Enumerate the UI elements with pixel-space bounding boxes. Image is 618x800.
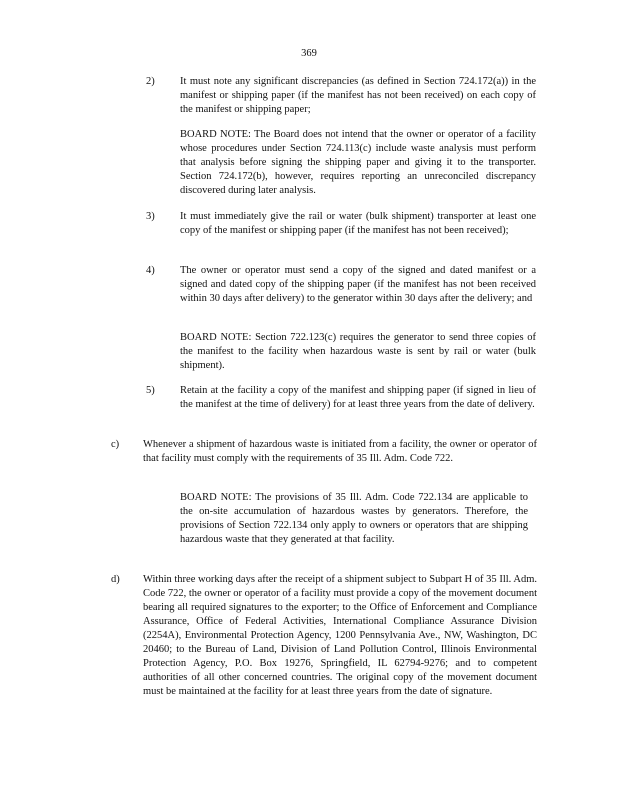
board-note-1: BOARD NOTE: The Board does not intend that the owner or operator of a facility whose procedures under Section 724.113(c) include waste analysis must perform that analysis before signing the shipping paper and giving it to the transporter. Section 724.172(b), however, requires reporting an unreconciled discrepancy discovered during later analysis. — [180, 129, 536, 196]
item-c-text: Whenever a shipment of hazardous waste is initiated from a facility, the owner or operator of that facility must comply with the requirements of 35 Ill. Adm. Code 722. — [143, 439, 537, 464]
page-number: 369 — [301, 48, 317, 59]
item-label-c: c) — [111, 439, 120, 450]
item-label-2: 2) — [146, 76, 155, 87]
board-note-3: BOARD NOTE: The provisions of 35 Ill. Adm. Code 722.134 are applicable to the on-site accumulation of hazardous wastes by generators. Therefore, the provisions of Section 722.134 only apply to owners or operators that are shipping hazardous waste that they generated at that facility. — [180, 492, 528, 545]
item-2-text: It must note any significant discrepancies (as defined in Section 724.172(a)) in the manifest or shipping paper (if the manifest has not been received) on each copy of the manifest or shipping paper; — [180, 76, 536, 115]
item-label-4: 4) — [146, 265, 155, 276]
item-label-d: d) — [111, 574, 120, 585]
item-3-text: It must immediately give the rail or water (bulk shipment) transporter at least one copy of the manifest or shipping paper (if the manifest has not been received); — [180, 211, 536, 236]
item-4-text: The owner or operator must send a copy of the signed and dated manifest or a signed and dated copy of the shipping paper (if the manifest has not been received within 30 days after delivery) to the generator within 30 days after the delivery; and — [180, 265, 536, 304]
item-d-text: Within three working days after the receipt of a shipment subject to Subpart H of 35 Ill. Adm. Code 722, the owner or operator of a facility must provide a copy of the movement document bearing all required signatures to the exporter; to the Office of Enforcement and Compliance Assurance, Office of Federal Activities, International Compliance Assurance Division (2254A), Environmental Protection Agency, 1200 Pennsylvania Ave., NW, Washington, DC 20460; to the Bureau of Land, Division of Land Pollution Control, Illinois Environmental Protection Agency, P.O. Box 19276, Springfield, IL 62794-9276; and to competent authorities of all other concerned countries. The original copy of the movement document must be maintained at the facility for at least three years from the date of signature. — [143, 574, 537, 697]
item-label-3: 3) — [146, 211, 155, 222]
board-note-2: BOARD NOTE: Section 722.123(c) requires the generator to send three copies of the manifest to the facility when hazardous waste is sent by rail or water (bulk shipment). — [180, 332, 536, 371]
item-label-5: 5) — [146, 385, 155, 396]
item-5-text: Retain at the facility a copy of the manifest and shipping paper (if signed in lieu of the manifest at the time of delivery) for at least three years from the date of delivery. — [180, 385, 536, 410]
